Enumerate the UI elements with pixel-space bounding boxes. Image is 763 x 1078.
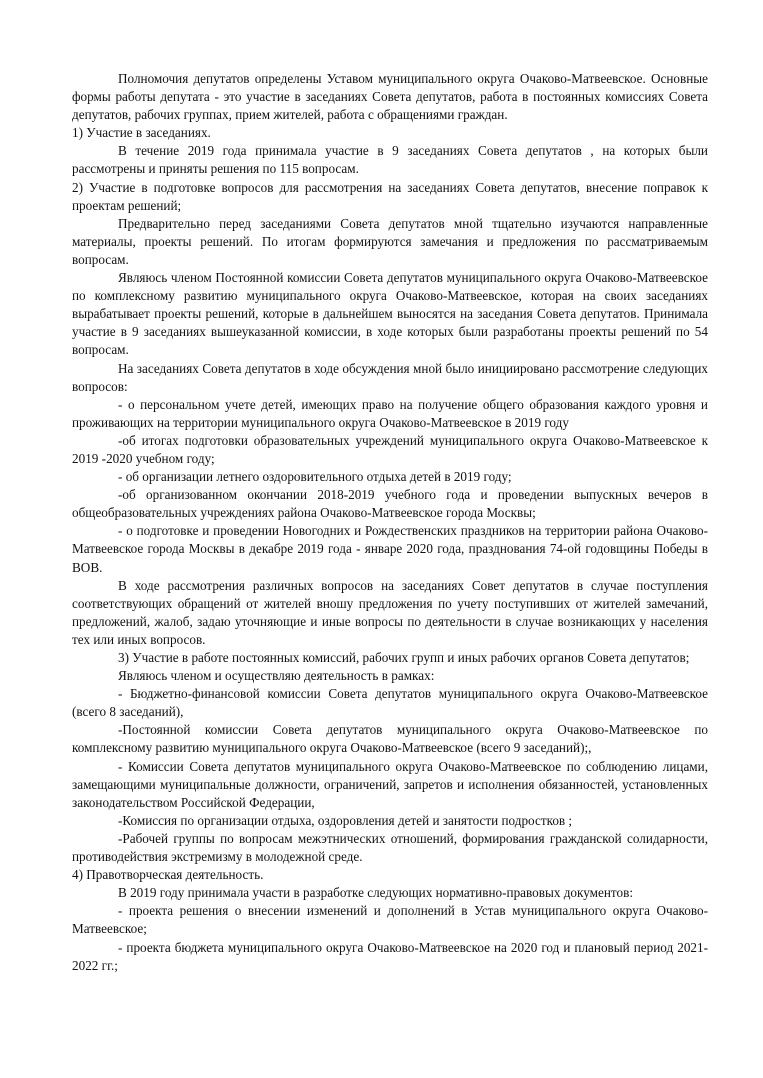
heading-section-3: 3) Участие в работе постоянных комиссий, рабочих групп и иных рабочих органов Совета депутатов;: [118, 650, 690, 665]
heading-section-2: 2) Участие в подготовке вопросов для рассмотрения на заседаниях Совета депутатов, внесение поправок к проектам решений;: [72, 179, 708, 213]
paragraph-membership-intro: Являюсь членом и осуществляю деятельность в рамках:: [118, 668, 435, 684]
paragraph-lawmaking-2019: В 2019 году принимала участи в разработке следующих нормативно-правовых документов:: [118, 885, 633, 901]
paragraph-powers-intro: Полномочия депутатов определены Уставом муниципального округа Очаково-Матвеевское. Основные формы работы депутата - это участие в заседаниях Совета депутатов, работа в постоянных комиссиях Совета депутатов, рабочих группах, прием жителей, работа с обращениями граждан.: [72, 71, 708, 123]
list-item-youth-commission: -Комиссия по организации отдыха, оздоровления детей и занятости подростков ;: [118, 812, 573, 828]
heading-section-1: 1) Участие в заседаниях.: [72, 125, 211, 141]
paragraph-meetings-2019: В течение 2019 года принимала участие в 9 заседаниях Совета депутатов , на которых были рассмотрены и приняты решения по 115 вопросам.: [72, 143, 708, 177]
list-item-holidays: - о подготовке и проведении Новогодних и Рождественских праздников на территории района Очаково-Матвеевское города Москвы в декабре 2019 года - январе 2020 года, празднования 74-ой годовщины Победы в ВОВ.: [72, 523, 708, 575]
list-item-summer-rest: - об организации летнего оздоровительного отдыха детей в 2019 году;: [118, 469, 512, 485]
list-item-working-group: -Рабочей группы по вопросам межэтнических отношений, формирования гражданской солидарности, противодействия экстремизму в молодежной среде.: [72, 830, 708, 865]
paragraph-preliminary-study: Предварительно перед заседаниями Совета депутатов мной тщательно изучаются направленные материалы, проекты решений. По итогам формируются замечания и предложения по рассматриваемым вопросам.: [72, 215, 708, 267]
list-item-development-commission: -Постоянной комиссии Совета депутатов муниципального округа Очаково-Матвеевское по комплексному развитию муниципального округа Очаково-Матвеевское (всего 9 заседаний);,: [72, 722, 708, 756]
list-item-school-preparation: -об итогах подготовки образовательных учреждений муниципального округа Очаково-Матвеевское к 2019 -2020 учебном году;: [72, 432, 708, 466]
document-page: [72, 70, 708, 975]
paragraph-initiated-issues: На заседаниях Совета депутатов в ходе обсуждения мной было инициировано рассмотрение следующих вопросов:: [72, 360, 708, 394]
list-item-budget-commission: - Бюджетно-финансовой комиссии Совета депутатов муниципального округа Очаково-Матвеевское (всего 8 заседаний),: [72, 686, 708, 720]
list-item-child-registry: - о персональном учете детей, имеющих право на получение общего образования каждого уровня и проживающих на территории муниципального округа Очаково-Матвеевское в 2019 году: [72, 396, 708, 430]
paragraph-resident-appeals: В ходе рассмотрения различных вопросов на заседаниях Совет депутатов в случае поступления соответствующих обращений от жителей вношу предложения по учету поступивших от жителей замечаний, предложений, жалоб, задаю уточняющие и иные вопросы по деятельности в случае возникающих у населения тех или иных вопросов.: [72, 577, 708, 647]
list-item-ethics-commission: - Комиссии Совета депутатов муниципального округа Очаково-Матвеевское по соблюдению лицами, замещающими муниципальные должности, ограничений, запретов и исполнения обязанностей, установленных законодательством Российской Федерации,: [72, 758, 708, 810]
paragraph-commission-membership: Являюсь членом Постоянной комиссии Совета депутатов муниципального округа Очаково-Матвеевское по комплексному развитию муниципального округа Очаково-Матвеевское, которая на своих заседаниях вырабатывает проекты решений, которые в дальнейшем выносятся на заседания Совета депутатов. Принимала участие в 9 заседаниях вышеуказанной комиссии, в ходе которых были разработаны проекты решений по 54 вопросам.: [72, 270, 708, 358]
list-item-budget-draft: - проекта бюджета муниципального округа Очаково-Матвеевское на 2020 год и плановый период 2021-2022 гг.;: [72, 939, 708, 973]
list-item-charter-amendments: - проекта решения о внесении изменений и дополнений в Устав муниципального округа Очаково-Матвеевское;: [72, 903, 708, 937]
list-item-graduation: -об организованном окончании 2018-2019 учебного года и проведении выпускных вечеров в общеобразовательных учреждениях района Очаково-Матвеевское города Москвы;: [72, 487, 708, 521]
heading-section-4: 4) Правотворческая деятельность.: [72, 867, 264, 883]
